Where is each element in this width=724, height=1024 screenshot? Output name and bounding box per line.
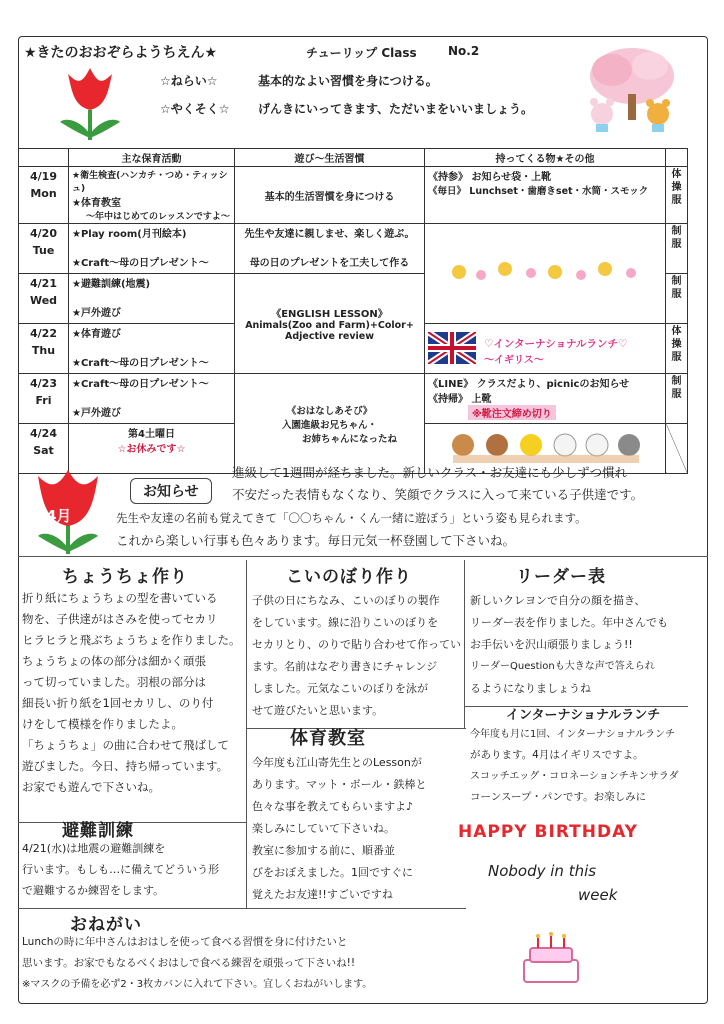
date-cell: 4/20 Tue [19, 224, 69, 274]
butterfly-garland-icon [445, 257, 645, 287]
class-name: チューリップ Class [306, 46, 417, 60]
date-cell: 4/23 Fri [19, 374, 69, 424]
play-cell: 《ENGLISH LESSON》 Animals(Zoo and Farm)+Color+ Adjective review [235, 274, 425, 374]
date-cell: 4/19 Mon [19, 167, 69, 224]
divider [18, 908, 466, 909]
bring-cell-lunch: ♡インターナショナルランチ♡ ～イギリス～ [425, 324, 666, 374]
notice-line-1: 進級して1週間が経ちました。新しいクラス・お友達にも少しずつ慣れ [232, 465, 628, 480]
bring-header: 持ってくる物★その他 [425, 149, 666, 167]
aim-label: ☆ねらい☆ [160, 74, 218, 88]
request-body: Lunchの時に年中さんはおはしを使って食べる習慣を身に付けたいと 思います。お家でもなるべくおはしで食べる練習を頑張って下さいね!! ※マスクの予備を必ず2・3枚カバンに入れて下さい。宜しくおねがいします。 [22, 936, 373, 990]
uniform-cell: 体操服 [666, 167, 688, 224]
leader-title: リーダー表 [516, 567, 606, 587]
divider [246, 560, 247, 908]
birthday-title: HAPPY BIRTHDAY [458, 822, 638, 842]
play-cell: 先生や友達に親しませ、楽しく遊ぶ。 母の日のプレゼントを工夫して作る [235, 224, 425, 274]
notice-title: お知らせ [130, 478, 212, 504]
birthday-line-1: Nobody in this [488, 862, 597, 880]
drill-body: 4/21(水)は地震の避難訓練を 行います。もしも…に備えてどういう形 で避難するか練習をします。 [22, 842, 220, 897]
notice-line-3: 先生や友達の名前も覚えてきて「〇〇ちゃん・くん一緒に遊ぼう」という姿も見られます。 [116, 511, 587, 525]
intl-lunch-body: 今年度も月に1回、インターナショナルランチ があります。4月はイギリスですよ。 スコッチエッグ・コロネーションチキンサラダ コーンスープ・パンです。お楽しみに [470, 729, 679, 803]
leader-body: 新しいクレヨンで自分の顔を描き、 リーダー表を作りました。年中さんでも お手伝いを沢山頑張りましょう!! リーダーQuestionも大きな声で答えられ るようになりましょうね [470, 594, 668, 695]
pe-title: 体育教室 [290, 728, 366, 749]
divider [18, 556, 708, 557]
activity-cell: ★Craft～母の日プレゼント～ ★戸外遊び [69, 374, 235, 424]
bring-cell: 《LINE》 クラスだより、picnicのお知らせ 《持帰》 上靴 ※靴注文締め切り [425, 374, 666, 424]
date-cell: 4/24 Sat [19, 424, 69, 474]
activity-cell: ★体育遊び ★Craft～母の日プレゼント～ [69, 324, 235, 374]
play-cell: 基本的生活習慣を身につける [235, 167, 425, 224]
intl-lunch-title: インターナショナルランチ [506, 708, 661, 723]
activity-header: 主な保育活動 [69, 149, 235, 167]
play-cell: 《おはなしあそび》 入園進級お兄ちゃん・ お姉ちゃんになったね [235, 374, 425, 474]
date-header [19, 149, 69, 167]
uniform-cell: 制服 [666, 374, 688, 424]
notice-line-4: これから楽しい行事も色々あります。毎日元気一杯登園して下さいね。 [116, 533, 516, 548]
pe-body: 今年度も江山寄先生とのLessonが あります。マット・ボール・鉄棒と 色々な事を教えてもらいますよ♪ 楽しみにしていて下さいね。 教室に参加する前に、順番並 びをおぼえました。1回ですぐに 覚えたお友達!!すごいですね [252, 756, 427, 901]
uniform-header [666, 149, 688, 167]
uk-flag-icon [428, 332, 476, 364]
uniform-cell: 制服 [666, 274, 688, 324]
activity-cell: ★避難訓練(地震) ★戸外遊び [69, 274, 235, 324]
uniform-cell: 制服 [666, 224, 688, 274]
uniform-cell [666, 424, 688, 474]
butterfly-title: ちょうちょ作り [62, 567, 188, 587]
uniform-cell: 体操服 [666, 324, 688, 374]
koinobori-body: 子供の日にちなみ、こいのぼりの製作 をしています。線に沿りこいのぼりを セカリとり、のりで貼り合わせて作ってい ます。名前はなぞり書きにチャレンジ しました。元気なこいのぼりを泳が せて遊びたいと思います。 [252, 594, 461, 717]
drill-title: 避難訓練 [62, 821, 134, 841]
play-header: 遊び～生活習慣 [235, 149, 425, 167]
birthday-line-2: week [578, 886, 618, 904]
request-title: おねがい [70, 915, 142, 935]
butterfly-body: 折り紙にちょうちょの型を書いている 物を、子供達がはさみを使ってセカリ ヒラヒラと飛ぶちょうちょを作りました。 ちょうちょの体の部分は細かく頑張 って切っていました。羽根の部分は 細長い折り紙を1回セカリし、のり付 けをして模様を作りましたよ。 「ちょうちょ」の曲に合わせて飛ばして 遊びました。今日、持ち帰っています。 お家でも遊んで下さいね。 [22, 591, 241, 794]
school-name: ★きたのおおぞらようちえん★ [24, 45, 218, 61]
activity-cell: ★Play room(月刊絵本) ★Craft～母の日プレゼント～ [69, 224, 235, 274]
animals-holding-hands-icon [445, 429, 645, 465]
birthday-cake-icon [516, 930, 586, 990]
issue-number: No.2 [448, 44, 480, 58]
activity-cell: 第4土曜日 ☆お休みです☆ [69, 424, 235, 474]
divider [464, 560, 465, 728]
date-cell: 4/22 Thu [19, 324, 69, 374]
activity-cell: ★衛生検査(ハンカチ・つめ・ティッシュ) ★体育教室 ～年中はじめてのレッスンですよ～ [69, 167, 235, 224]
date-cell: 4/21 Wed [19, 274, 69, 324]
promise-text: げんきにいってきます、ただいまをいいましょう。 [258, 102, 534, 116]
promise-label: ☆やくそく☆ [160, 102, 230, 116]
notice-line-2: 不安だった表情もなくなり、笑顔でクラスに入って来ている子供達です。 [232, 487, 644, 502]
weekly-schedule-table [18, 148, 688, 474]
april-badge: 4月 [46, 507, 72, 525]
koinobori-title: こいのぼり作り [286, 567, 412, 587]
bring-cell-butterflies [425, 224, 666, 324]
aim-text: 基本的なよい習慣を身につける。 [258, 74, 438, 88]
bring-cell: 《持参》 お知らせ袋・上靴 《毎日》 Lunchset・歯磨きset・水筒・スモック [425, 167, 666, 224]
cherry-tree-animals-icon [572, 44, 682, 136]
tulip-icon [50, 62, 130, 142]
